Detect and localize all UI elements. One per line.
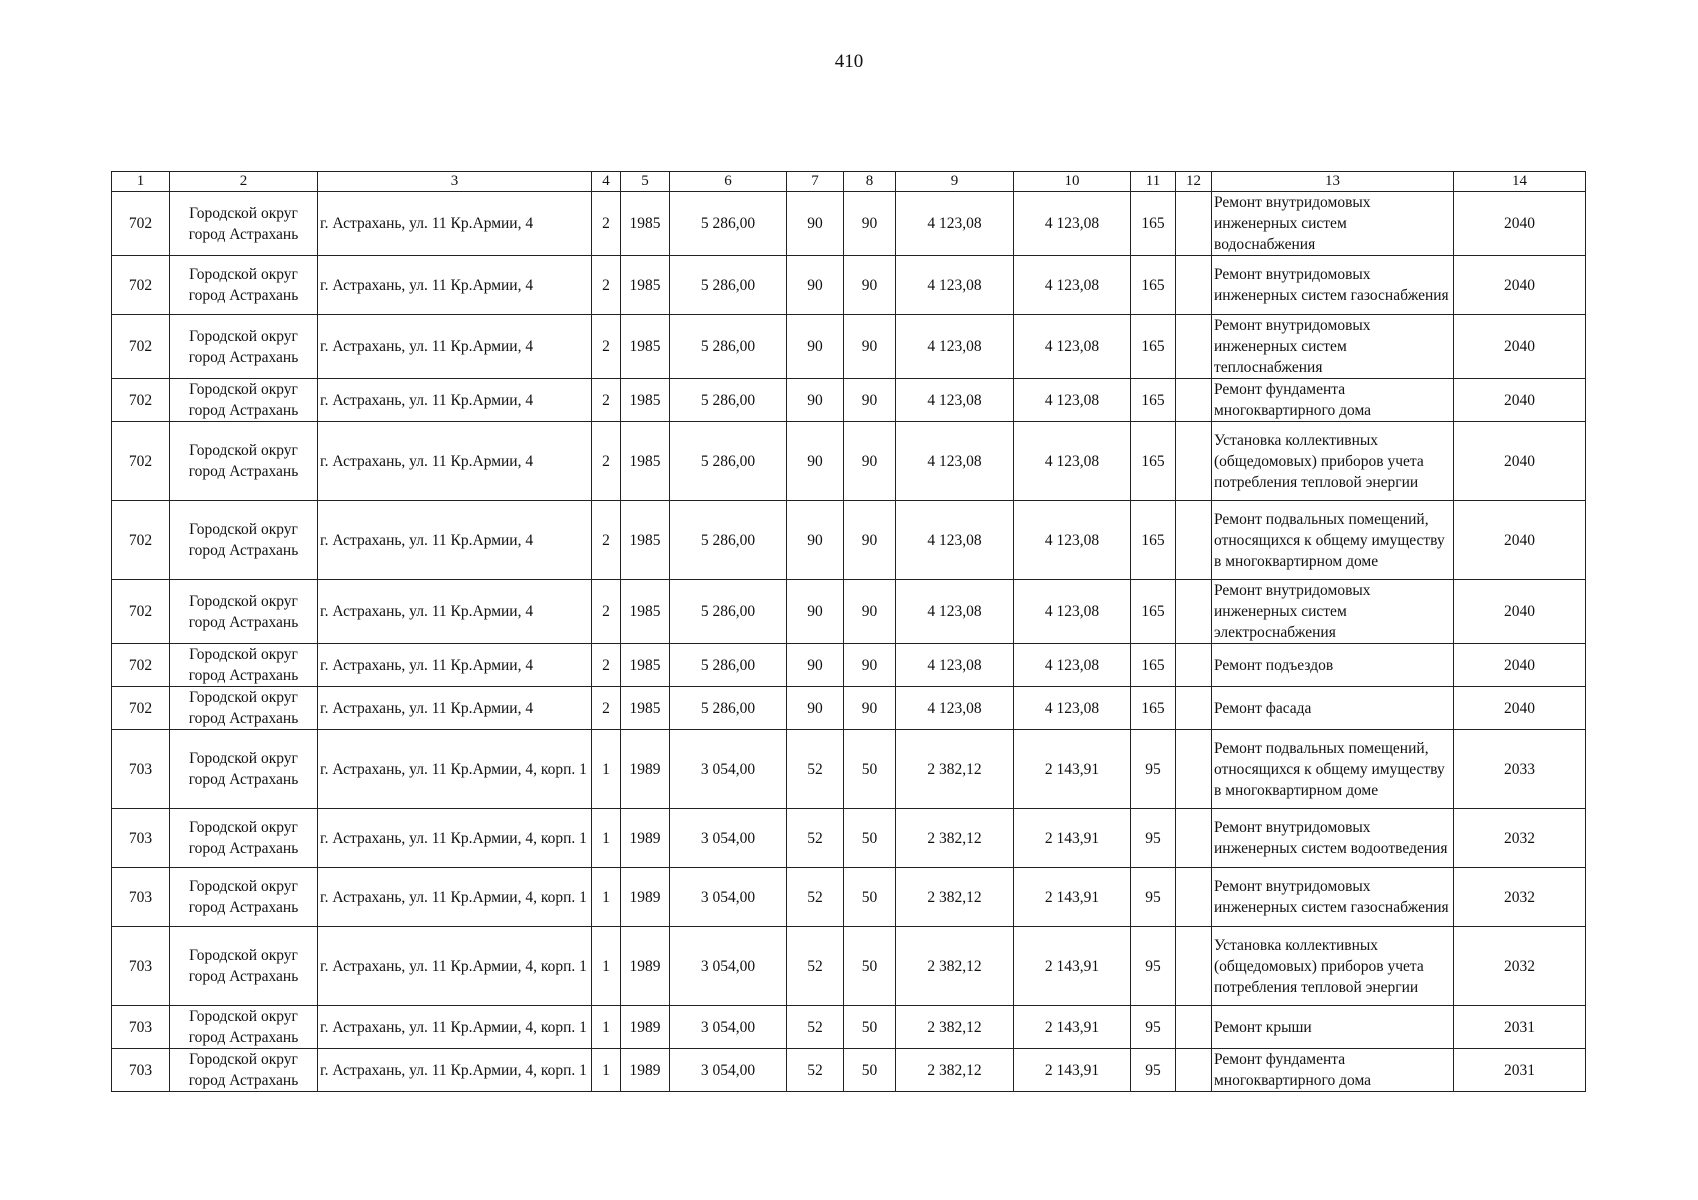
area-cell: 5 286,00 [670,379,787,422]
municipality-cell: Городской округ город Астрахань [170,687,318,730]
column-4-cell: 1 [592,868,621,927]
row-number-cell: 702 [112,379,170,422]
row-number-cell: 702 [112,422,170,501]
work-type-cell: Ремонт подвальных помещений, относящихся к общему имуществу в многоквартирном доме [1212,501,1454,580]
column-4-cell: 2 [592,644,621,687]
address-cell: г. Астрахань, ул. 11 Кр.Армии, 4, корп. 1 [318,1049,592,1092]
column-10-cell: 4 123,08 [1014,256,1131,315]
column-11-cell: 165 [1131,501,1176,580]
column-4-cell: 2 [592,379,621,422]
column-7-cell: 90 [787,379,844,422]
column-header: 8 [844,172,896,192]
column-4-cell: 2 [592,580,621,644]
column-12-cell [1176,1049,1212,1092]
municipality-cell: Городской округ город Астрахань [170,192,318,256]
row-number-cell: 703 [112,730,170,809]
planned-year-cell: 2040 [1454,422,1586,501]
municipality-cell: Городской округ город Астрахань [170,927,318,1006]
planned-year-cell: 2040 [1454,256,1586,315]
column-7-cell: 52 [787,1049,844,1092]
table-row [112,687,1586,730]
column-12-cell [1176,379,1212,422]
column-8-cell: 90 [844,422,896,501]
column-7-cell: 52 [787,809,844,868]
table-row [112,379,1586,422]
address-cell: г. Астрахань, ул. 11 Кр.Армии, 4 [318,687,592,730]
header-row [112,172,1586,192]
year-cell: 1985 [621,379,670,422]
column-8-cell: 90 [844,379,896,422]
row-number-cell: 703 [112,1006,170,1049]
area-cell: 5 286,00 [670,501,787,580]
column-4-cell: 2 [592,501,621,580]
column-11-cell: 165 [1131,580,1176,644]
address-cell: г. Астрахань, ул. 11 Кр.Армии, 4 [318,379,592,422]
column-header: 7 [787,172,844,192]
column-9-cell: 4 123,08 [896,687,1014,730]
year-cell: 1985 [621,501,670,580]
column-7-cell: 52 [787,730,844,809]
column-8-cell: 90 [844,580,896,644]
municipality-cell: Городской округ город Астрахань [170,868,318,927]
column-11-cell: 165 [1131,644,1176,687]
area-cell: 5 286,00 [670,687,787,730]
year-cell: 1989 [621,730,670,809]
column-7-cell: 52 [787,1006,844,1049]
planned-year-cell: 2031 [1454,1049,1586,1092]
row-number-cell: 703 [112,809,170,868]
column-8-cell: 50 [844,1049,896,1092]
column-4-cell: 1 [592,1006,621,1049]
area-cell: 3 054,00 [670,868,787,927]
address-cell: г. Астрахань, ул. 11 Кр.Армии, 4 [318,580,592,644]
planned-year-cell: 2040 [1454,580,1586,644]
municipality-cell: Городской округ город Астрахань [170,809,318,868]
column-8-cell: 50 [844,927,896,1006]
municipality-cell: Городской округ город Астрахань [170,580,318,644]
work-type-cell: Ремонт подвальных помещений, относящихся к общему имуществу в многоквартирном доме [1212,730,1454,809]
column-4-cell: 2 [592,422,621,501]
column-11-cell: 95 [1131,1049,1176,1092]
column-10-cell: 2 143,91 [1014,1006,1131,1049]
column-11-cell: 165 [1131,256,1176,315]
work-type-cell: Ремонт внутридомовых инженерных систем теплоснабжения [1212,315,1454,379]
year-cell: 1989 [621,809,670,868]
column-4-cell: 1 [592,927,621,1006]
work-type-cell: Ремонт внутридомовых инженерных систем газоснабжения [1212,868,1454,927]
column-header: 9 [896,172,1014,192]
area-cell: 5 286,00 [670,580,787,644]
planned-year-cell: 2033 [1454,730,1586,809]
column-10-cell: 4 123,08 [1014,501,1131,580]
planned-year-cell: 2040 [1454,501,1586,580]
column-8-cell: 90 [844,501,896,580]
row-number-cell: 703 [112,1049,170,1092]
municipality-cell: Городской округ город Астрахань [170,379,318,422]
table-row [112,809,1586,868]
column-10-cell: 4 123,08 [1014,687,1131,730]
municipality-cell: Городской округ город Астрахань [170,1006,318,1049]
column-7-cell: 52 [787,868,844,927]
municipality-cell: Городской округ город Астрахань [170,422,318,501]
column-9-cell: 4 123,08 [896,580,1014,644]
column-10-cell: 2 143,91 [1014,730,1131,809]
planned-year-cell: 2040 [1454,315,1586,379]
column-8-cell: 90 [844,315,896,379]
year-cell: 1985 [621,256,670,315]
column-header: 3 [318,172,592,192]
column-9-cell: 4 123,08 [896,192,1014,256]
work-type-cell: Ремонт фасада [1212,687,1454,730]
column-9-cell: 2 382,12 [896,868,1014,927]
column-header: 10 [1014,172,1131,192]
work-type-cell: Ремонт фундамента многоквартирного дома [1212,379,1454,422]
column-4-cell: 1 [592,1049,621,1092]
table-row [112,422,1586,501]
column-8-cell: 90 [844,644,896,687]
table-row [112,1049,1586,1092]
column-9-cell: 2 382,12 [896,730,1014,809]
column-header: 1 [112,172,170,192]
column-header: 2 [170,172,318,192]
row-number-cell: 703 [112,868,170,927]
area-cell: 5 286,00 [670,315,787,379]
planned-year-cell: 2032 [1454,927,1586,1006]
area-cell: 5 286,00 [670,422,787,501]
column-10-cell: 4 123,08 [1014,580,1131,644]
address-cell: г. Астрахань, ул. 11 Кр.Армии, 4, корп. 1 [318,868,592,927]
table-body [112,192,1586,1092]
column-9-cell: 4 123,08 [896,644,1014,687]
area-cell: 3 054,00 [670,1049,787,1092]
municipality-cell: Городской округ город Астрахань [170,256,318,315]
column-10-cell: 4 123,08 [1014,644,1131,687]
column-12-cell [1176,927,1212,1006]
column-12-cell [1176,501,1212,580]
column-7-cell: 90 [787,192,844,256]
address-cell: г. Астрахань, ул. 11 Кр.Армии, 4, корп. 1 [318,927,592,1006]
table-row [112,256,1586,315]
column-7-cell: 90 [787,315,844,379]
area-cell: 5 286,00 [670,192,787,256]
work-type-cell: Установка коллективных (общедомовых) приборов учета потребления тепловой энергии [1212,927,1454,1006]
column-12-cell [1176,687,1212,730]
column-9-cell: 2 382,12 [896,809,1014,868]
planned-year-cell: 2032 [1454,868,1586,927]
column-4-cell: 1 [592,730,621,809]
year-cell: 1985 [621,422,670,501]
column-12-cell [1176,422,1212,501]
work-type-cell: Ремонт фундамента многоквартирного дома [1212,1049,1454,1092]
address-cell: г. Астрахань, ул. 11 Кр.Армии, 4, корп. 1 [318,1006,592,1049]
column-header: 4 [592,172,621,192]
area-cell: 5 286,00 [670,644,787,687]
column-8-cell: 90 [844,687,896,730]
year-cell: 1985 [621,644,670,687]
row-number-cell: 702 [112,501,170,580]
address-cell: г. Астрахань, ул. 11 Кр.Армии, 4 [318,644,592,687]
column-11-cell: 95 [1131,730,1176,809]
column-4-cell: 2 [592,192,621,256]
column-10-cell: 2 143,91 [1014,927,1131,1006]
column-header: 11 [1131,172,1176,192]
column-header: 13 [1212,172,1454,192]
row-number-cell: 703 [112,927,170,1006]
table-row [112,192,1586,256]
year-cell: 1989 [621,927,670,1006]
column-11-cell: 95 [1131,868,1176,927]
area-cell: 3 054,00 [670,1006,787,1049]
column-4-cell: 1 [592,809,621,868]
column-8-cell: 90 [844,256,896,315]
year-cell: 1989 [621,1006,670,1049]
column-header: 14 [1454,172,1586,192]
column-8-cell: 50 [844,809,896,868]
column-9-cell: 4 123,08 [896,379,1014,422]
work-type-cell: Ремонт подъездов [1212,644,1454,687]
table-row [112,644,1586,687]
column-7-cell: 52 [787,927,844,1006]
column-8-cell: 50 [844,1006,896,1049]
planned-year-cell: 2040 [1454,379,1586,422]
work-type-cell: Ремонт внутридомовых инженерных систем водоотведения [1212,809,1454,868]
address-cell: г. Астрахань, ул. 11 Кр.Армии, 4 [318,256,592,315]
planned-year-cell: 2040 [1454,644,1586,687]
column-10-cell: 4 123,08 [1014,315,1131,379]
column-10-cell: 2 143,91 [1014,868,1131,927]
address-cell: г. Астрахань, ул. 11 Кр.Армии, 4 [318,501,592,580]
column-11-cell: 165 [1131,422,1176,501]
column-header: 6 [670,172,787,192]
column-10-cell: 4 123,08 [1014,422,1131,501]
column-8-cell: 50 [844,730,896,809]
column-7-cell: 90 [787,422,844,501]
address-cell: г. Астрахань, ул. 11 Кр.Армии, 4, корп. 1 [318,809,592,868]
year-cell: 1985 [621,580,670,644]
municipality-cell: Городской округ город Астрахань [170,730,318,809]
address-cell: г. Астрахань, ул. 11 Кр.Армии, 4 [318,315,592,379]
column-12-cell [1176,192,1212,256]
column-header: 5 [621,172,670,192]
column-7-cell: 90 [787,501,844,580]
year-cell: 1989 [621,1049,670,1092]
column-10-cell: 4 123,08 [1014,192,1131,256]
address-cell: г. Астрахань, ул. 11 Кр.Армии, 4 [318,422,592,501]
work-type-cell: Ремонт внутридомовых инженерных систем газоснабжения [1212,256,1454,315]
table-row [112,868,1586,927]
column-11-cell: 95 [1131,1006,1176,1049]
column-12-cell [1176,315,1212,379]
column-4-cell: 2 [592,256,621,315]
page-number: 410 [834,51,864,72]
column-9-cell: 4 123,08 [896,315,1014,379]
municipality-cell: Городской округ город Астрахань [170,501,318,580]
work-type-cell: Ремонт внутридомовых инженерных систем водоснабжения [1212,192,1454,256]
municipality-cell: Городской округ город Астрахань [170,1049,318,1092]
column-7-cell: 90 [787,580,844,644]
row-number-cell: 702 [112,192,170,256]
table-row [112,501,1586,580]
municipality-cell: Городской округ город Астрахань [170,644,318,687]
address-cell: г. Астрахань, ул. 11 Кр.Армии, 4, корп. 1 [318,730,592,809]
planned-year-cell: 2032 [1454,809,1586,868]
column-11-cell: 95 [1131,927,1176,1006]
column-9-cell: 4 123,08 [896,422,1014,501]
column-9-cell: 2 382,12 [896,927,1014,1006]
area-cell: 3 054,00 [670,809,787,868]
column-4-cell: 2 [592,687,621,730]
column-10-cell: 2 143,91 [1014,809,1131,868]
row-number-cell: 702 [112,580,170,644]
row-number-cell: 702 [112,256,170,315]
year-cell: 1989 [621,868,670,927]
municipality-cell: Городской округ город Астрахань [170,315,318,379]
column-12-cell [1176,644,1212,687]
column-12-cell [1176,809,1212,868]
area-cell: 3 054,00 [670,730,787,809]
column-9-cell: 2 382,12 [896,1006,1014,1049]
column-11-cell: 165 [1131,379,1176,422]
year-cell: 1985 [621,315,670,379]
table-row [112,580,1586,644]
column-11-cell: 95 [1131,809,1176,868]
column-11-cell: 165 [1131,687,1176,730]
column-12-cell [1176,580,1212,644]
address-cell: г. Астрахань, ул. 11 Кр.Армии, 4 [318,192,592,256]
area-cell: 3 054,00 [670,927,787,1006]
column-7-cell: 90 [787,644,844,687]
column-header: 12 [1176,172,1212,192]
column-10-cell: 2 143,91 [1014,1049,1131,1092]
column-12-cell [1176,868,1212,927]
work-type-cell: Ремонт крыши [1212,1006,1454,1049]
planned-year-cell: 2040 [1454,192,1586,256]
column-8-cell: 50 [844,868,896,927]
column-9-cell: 2 382,12 [896,1049,1014,1092]
work-type-cell: Установка коллективных (общедомовых) приборов учета потребления тепловой энергии [1212,422,1454,501]
column-8-cell: 90 [844,192,896,256]
column-12-cell [1176,1006,1212,1049]
area-cell: 5 286,00 [670,256,787,315]
column-12-cell [1176,256,1212,315]
row-number-cell: 702 [112,687,170,730]
table-row [112,927,1586,1006]
year-cell: 1985 [621,687,670,730]
data-table [111,171,1586,1092]
column-12-cell [1176,730,1212,809]
column-11-cell: 165 [1131,192,1176,256]
planned-year-cell: 2031 [1454,1006,1586,1049]
column-4-cell: 2 [592,315,621,379]
column-11-cell: 165 [1131,315,1176,379]
column-7-cell: 90 [787,687,844,730]
table-row [112,315,1586,379]
row-number-cell: 702 [112,315,170,379]
row-number-cell: 702 [112,644,170,687]
column-9-cell: 4 123,08 [896,256,1014,315]
work-type-cell: Ремонт внутридомовых инженерных систем электроснабжения [1212,580,1454,644]
table-row [112,1006,1586,1049]
column-10-cell: 4 123,08 [1014,379,1131,422]
table-row [112,730,1586,809]
column-9-cell: 4 123,08 [896,501,1014,580]
column-7-cell: 90 [787,256,844,315]
year-cell: 1985 [621,192,670,256]
planned-year-cell: 2040 [1454,687,1586,730]
